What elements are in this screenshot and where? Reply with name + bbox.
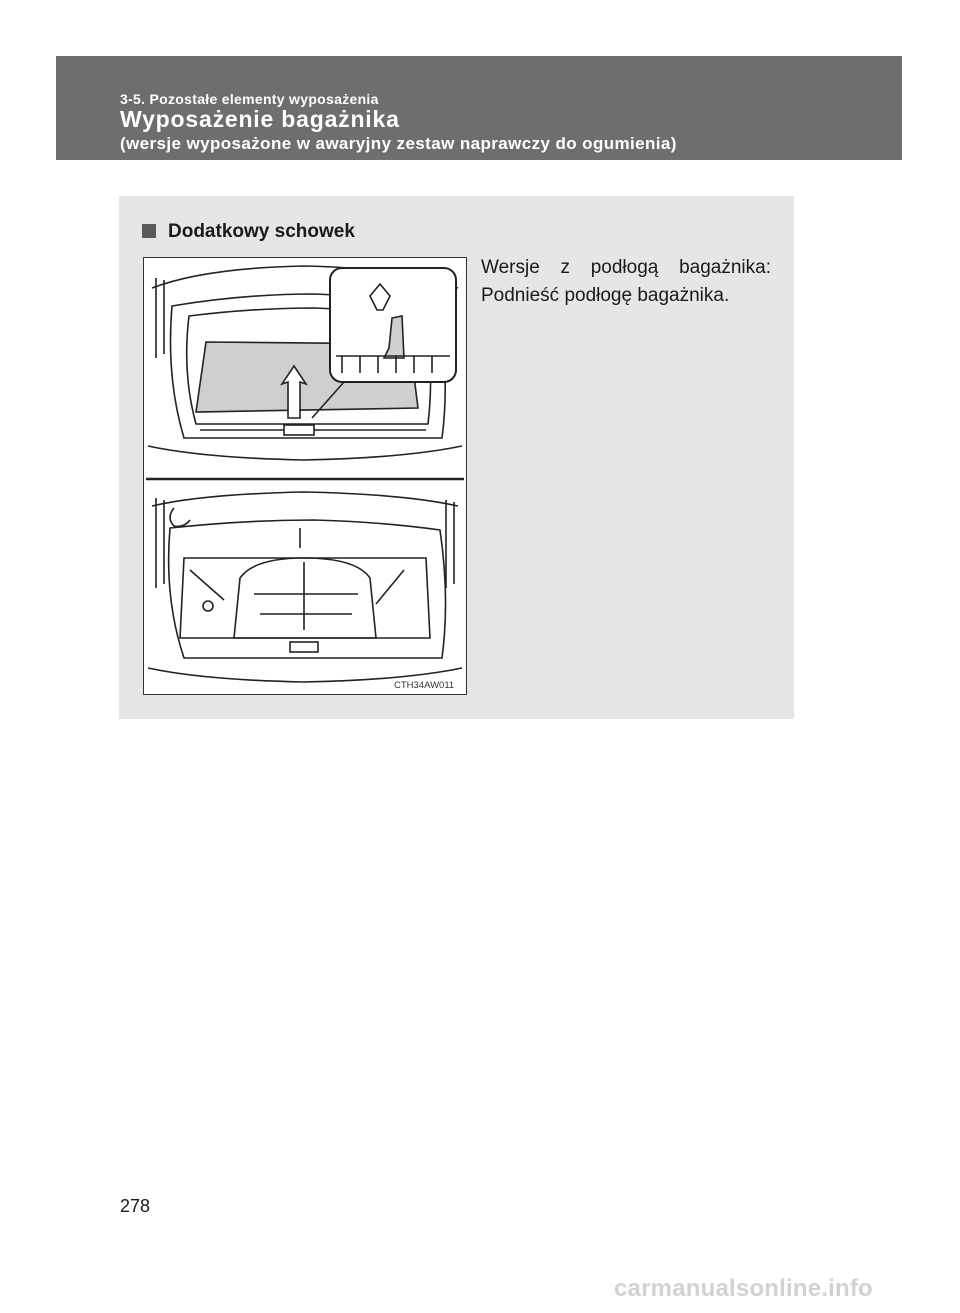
image-code: CTH34AW011 — [394, 680, 455, 691]
page-number: 278 — [120, 1196, 151, 1216]
page-title: Wyposażenie bagażnika — [120, 106, 400, 132]
watermark: carmanualsonline.info — [614, 1275, 873, 1302]
trunk-illustration — [143, 257, 467, 695]
page-subtitle: (wersje wyposażone w awaryjny zestaw naprawczy do ogumienia) — [120, 134, 677, 153]
trunk-floor-raised-view — [148, 266, 462, 460]
bullet-square-icon — [142, 224, 156, 238]
instruction-line-2: Podnieść podłogę bagażnika. — [481, 285, 730, 306]
block-heading: Dodatkowy schowek — [168, 221, 355, 242]
trunk-floor-storage-view — [148, 492, 462, 682]
instruction-line-1: Wersje z podłogą bagażnika: — [481, 257, 771, 278]
section-label: 3-5. Pozostałe elementy wyposażenia — [120, 91, 379, 107]
